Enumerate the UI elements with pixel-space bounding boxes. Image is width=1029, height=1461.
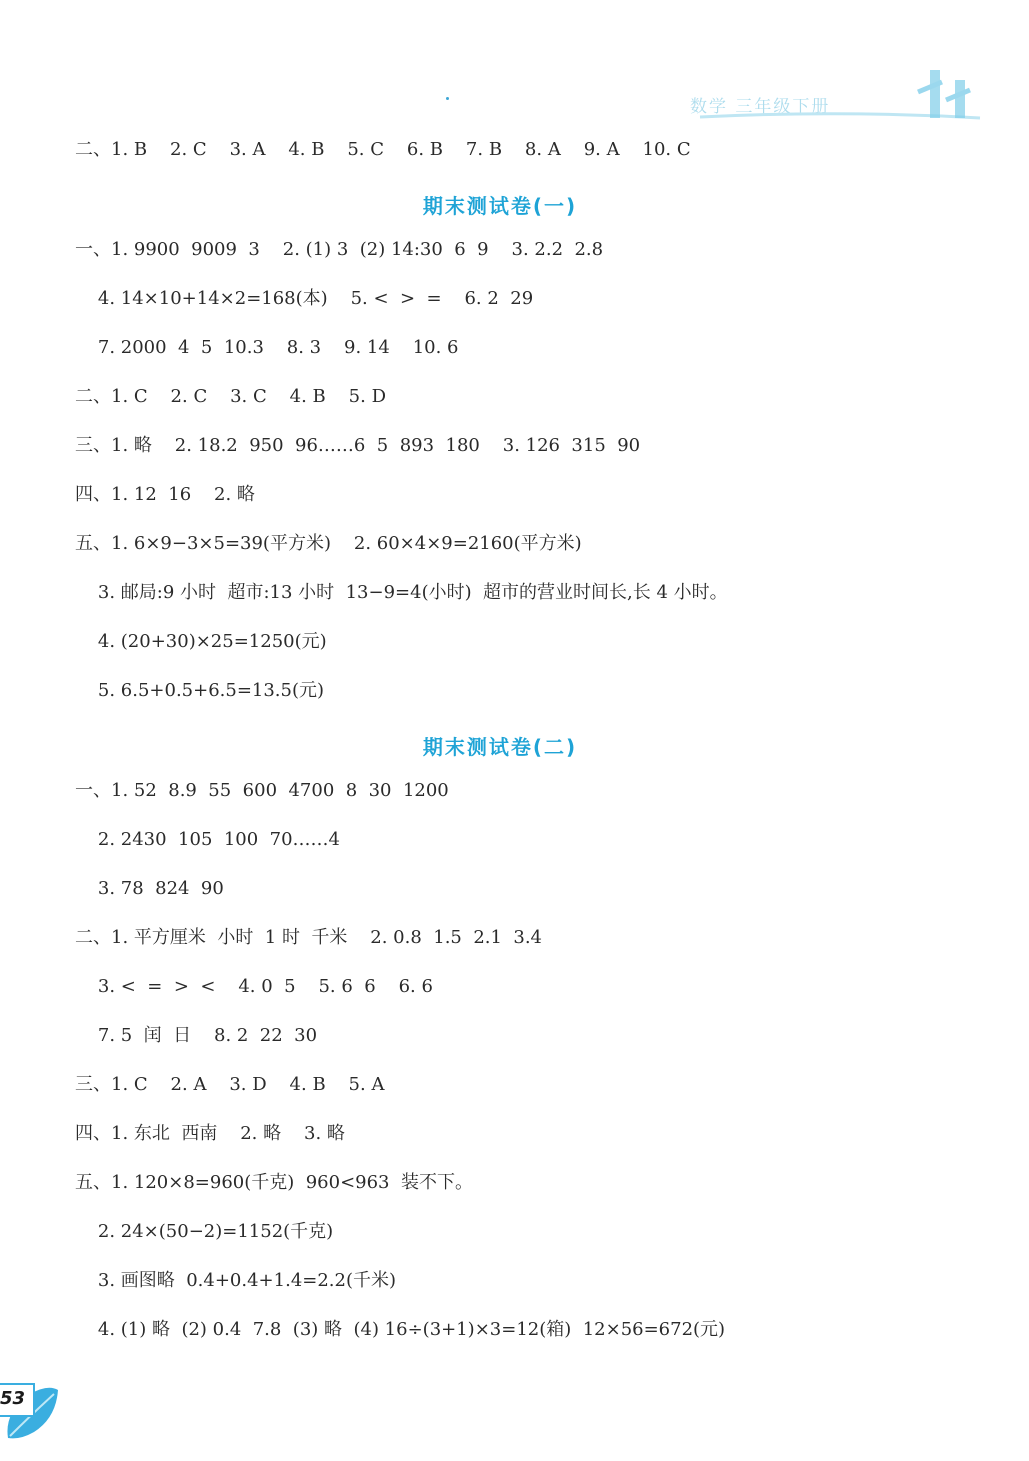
answer-line: 三、1. C 2. A 3. D 4. B 5. A [75, 1074, 385, 1095]
header-decoration-icon [680, 62, 1000, 132]
answer-line: 2. 2430 105 100 70……4 [75, 829, 340, 850]
answer-line: 3. 邮局:9 小时 超市:13 小时 13−9=4(小时) 超市的营业时间长,长 4 小时。 [75, 582, 728, 603]
answer-line: 五、1. 6×9−3×5=39(平方米) 2. 60×4×9=2160(平方米) [75, 533, 582, 554]
running-title: 数学 三年级下册 [690, 97, 831, 117]
answer-line: 4. 14×10+14×2=168(本) 5. < > = 6. 2 29 [75, 288, 534, 309]
answer-line: 7. 2000 4 5 10.3 8. 3 9. 14 10. 6 [75, 337, 459, 358]
answer-line: 二、1. B 2. C 3. A 4. B 5. C 6. B 7. B 8. A 9. A 10. C [75, 139, 691, 160]
header-dot [446, 97, 449, 100]
page-number: 53 [0, 1388, 26, 1409]
answer-line: 7. 5 闰 日 8. 2 22 30 [75, 1025, 318, 1046]
answer-line: 2. 24×(50−2)=1152(千克) [75, 1221, 334, 1242]
answer-line: 4. (1) 略 (2) 0.4 7.8 (3) 略 (4) 16÷(3+1)×3=12(箱) 12×56=672(元) [75, 1319, 726, 1340]
answer-line: 一、1. 52 8.9 55 600 4700 8 30 1200 [75, 780, 449, 801]
answer-line: 二、1. 平方厘米 小时 1 时 千米 2. 0.8 1.5 2.1 3.4 [75, 927, 543, 948]
section-title: 期末测试卷(二) [422, 735, 578, 759]
answer-line: 4. (20+30)×25=1250(元) [75, 631, 327, 652]
answer-line: 一、1. 9900 9009 3 2. (1) 3 (2) 14:30 6 9 3. 2.2 2.8 [75, 239, 604, 260]
section-title: 期末测试卷(一) [422, 194, 578, 218]
answer-line: 二、1. C 2. C 3. C 4. B 5. D [75, 386, 387, 407]
answer-line: 5. 6.5+0.5+6.5=13.5(元) [75, 680, 325, 701]
answer-line: 五、1. 120×8=960(千克) 960<963 装不下。 [75, 1172, 473, 1193]
answer-line: 四、1. 12 16 2. 略 [75, 484, 255, 505]
answer-line: 3. 78 824 90 [75, 878, 224, 899]
answer-line: 三、1. 略 2. 18.2 950 96……6 5 893 180 3. 126 315 90 [75, 435, 641, 456]
answer-line: 3. 画图略 0.4+0.4+1.4=2.2(千米) [75, 1270, 397, 1291]
answer-line: 四、1. 东北 西南 2. 略 3. 略 [75, 1123, 345, 1144]
answer-line: 3. < = > < 4. 0 5 5. 6 6 6. 6 [75, 976, 433, 997]
